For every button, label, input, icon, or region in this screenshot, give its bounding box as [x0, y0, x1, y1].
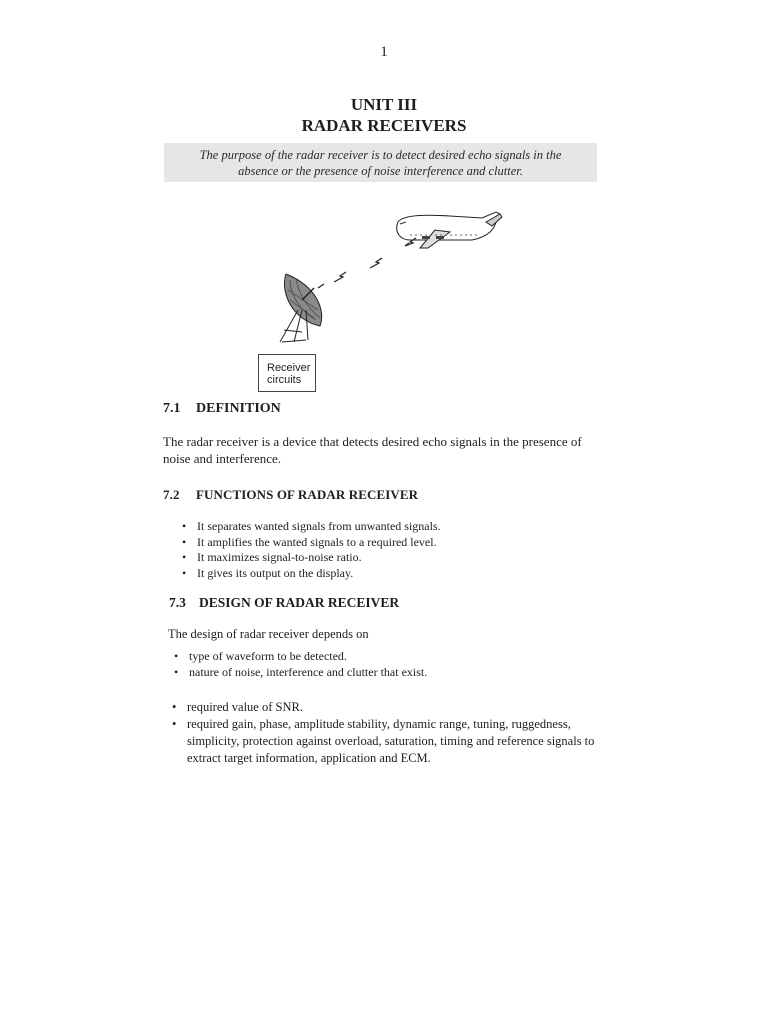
design-intro: The design of radar receiver depends on — [168, 627, 369, 641]
receiver-label-line-1: Receiver — [267, 362, 311, 374]
section-heading-design — [169, 595, 399, 611]
list-item: • required value of SNR. — [172, 699, 602, 716]
list-item: • type of waveform to be detected. — [174, 648, 427, 664]
purpose-line-1: The purpose of the radar receiver is to detect desired echo signals in the — [199, 148, 562, 162]
list-item: • It maximizes signal-to-noise ratio. — [182, 550, 441, 566]
section-heading-functions — [163, 487, 418, 503]
list-item: • required gain, phase, amplitude stability, dynamic range, tuning, ruggedness, simplicity, protection against overload, saturation, timing and reference signals to extract target information, application and ECM. — [172, 716, 602, 767]
section-heading-definition — [163, 401, 281, 417]
list-item: • It amplifies the wanted signals to a required level. — [182, 535, 441, 551]
section-title: DESIGN OF RADAR RECEIVER — [199, 595, 400, 610]
section-number: 7.2 — [163, 487, 180, 502]
functions-list — [182, 519, 441, 581]
section-title: DEFINITION — [196, 401, 281, 416]
purpose-line-2: absence or the presence of noise interference and clutter. — [238, 164, 523, 178]
unit-title: UNIT III — [350, 95, 418, 114]
definition-paragraph: The radar receiver is a device that detects desired echo signals in the presence of noise and interference. — [163, 434, 582, 466]
echo-signal — [318, 238, 416, 288]
list-item: • It separates wanted signals from unwanted signals. — [182, 519, 441, 535]
purpose-callout — [164, 143, 597, 182]
design-list-requirements — [172, 699, 602, 767]
design-list-waveform — [174, 648, 427, 680]
receiver-circuits-box — [258, 354, 316, 392]
chapter-title: RADAR RECEIVERS — [301, 116, 467, 135]
receiver-label-line-2: circuits — [267, 374, 302, 386]
page-number: 1 — [380, 44, 388, 60]
section-number: 7.3 — [169, 595, 186, 610]
list-item: • nature of noise, interference and clutter that exist. — [174, 664, 427, 680]
list-item: • It gives its output on the display. — [182, 566, 441, 582]
section-number: 7.1 — [163, 401, 181, 416]
section-title: FUNCTIONS OF RADAR RECEIVER — [196, 487, 419, 502]
dish-antenna-illustration — [280, 274, 322, 342]
